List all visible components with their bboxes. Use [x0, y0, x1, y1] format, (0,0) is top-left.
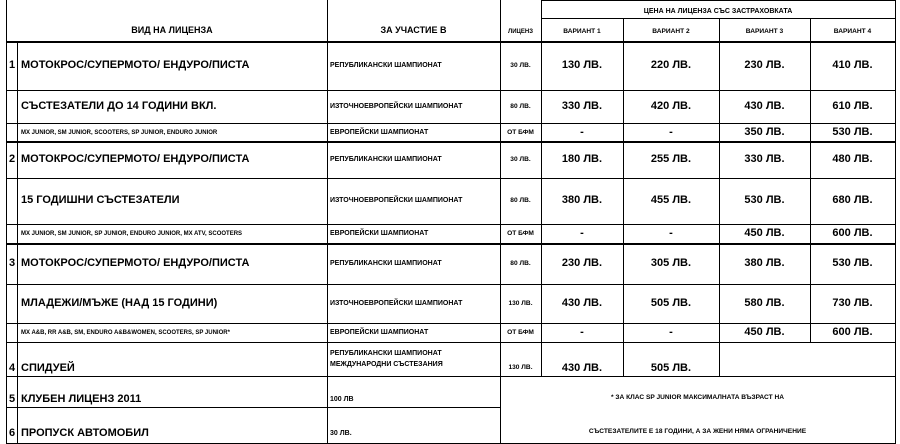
row-separator [6, 123, 895, 124]
row-variant-4-price: 600 ЛВ. [832, 227, 873, 239]
header-participation: ЗА УЧАСТИЕ В [380, 25, 447, 35]
header-license: ЛИЦЕНЗ [508, 29, 533, 35]
row-variant-2-price: 420 ЛВ. [650, 100, 692, 112]
group-separator [6, 141, 895, 143]
header-variant-4: ВАРИАНТ 4 [833, 28, 872, 35]
row-license-name: МОТОКРОС/СУПЕРМОТО/ ЕНДУРО/ПИСТА [21, 153, 250, 165]
row-license-name: MX JUNIOR, SM JUNIOR, SP JUNIOR, ENDURO JUNIOR, MX ATV, SCOOTERS [21, 231, 243, 237]
row-variant-4-price: 530 ЛВ. [832, 257, 873, 269]
footnote-line-2: СЪСТЕЗАТЕЛИТЕ Е 18 ГОДИНИ, А ЗА ЖЕНИ НЯМА ОГРАНИЧЕНИЕ [588, 428, 807, 435]
row-variant-1-price: 380 ЛВ. [561, 194, 603, 206]
grid-line [327, 0, 328, 444]
row-number: 1 [8, 59, 16, 71]
grid-line [17, 42, 18, 444]
row-license-price: 30 ЛВ. [510, 62, 531, 69]
row-event: ЕВРОПЕЙСКИ ШАМПИОНАТ [330, 129, 429, 136]
row-variant-1-price: 130 ЛВ. [561, 59, 603, 71]
row-event: ИЗТОЧНОЕВРОПЕЙСКИ ШАМПИОНАТ [330, 103, 463, 110]
row-separator [6, 376, 541, 377]
speedway-event-2: МЕЖДУНАРОДНИ СЪСТЕЗАНИЯ [330, 361, 443, 368]
row-number: 2 [8, 153, 16, 165]
row-license-name: 15 ГОДИШНИ СЪСТЕЗАТЕЛИ [21, 194, 180, 206]
row-variant-4-price: 610 ЛВ. [832, 100, 873, 112]
grid-line [810, 18, 811, 342]
row-variant-1-price: 430 ЛВ. [561, 297, 603, 309]
row-separator [6, 224, 895, 225]
grid-line-left [6, 0, 7, 444]
row-license-price: 30 ЛВ. [510, 156, 531, 163]
row-variant-2-price: 305 ЛВ. [650, 257, 692, 269]
row-variant-4-price: 480 ЛВ. [832, 153, 873, 165]
car-pass-price: 30 ЛВ. [330, 430, 352, 437]
header-license-type: ВИД НА ЛИЦЕНЗА [131, 25, 213, 35]
grid-line [541, 0, 542, 376]
row-variant-1-price: - [580, 126, 584, 138]
row-event: РЕПУБЛИКАНСКИ ШАМПИОНАТ [330, 156, 442, 163]
speedway-variant-2-price: 505 ЛВ. [650, 362, 692, 374]
grid-line-right [895, 0, 896, 444]
row-variant-2-price: 455 ЛВ. [650, 194, 692, 206]
speedway-name: СПИДУЕЙ [21, 362, 75, 374]
row-license-name: МЛАДЕЖИ/МЪЖЕ (НАД 15 ГОДИНИ) [21, 297, 218, 309]
row-separator [6, 284, 895, 285]
speedway-variant-1-price: 430 ЛВ. [561, 362, 603, 374]
header-variant-2: ВАРИАНТ 2 [652, 28, 690, 35]
row-variant-3-price: 430 ЛВ. [744, 100, 785, 112]
row-number: 4 [8, 362, 16, 374]
row-variant-4-price: 530 ЛВ. [832, 126, 873, 138]
row-license-price: 80 ЛВ. [510, 260, 531, 267]
row-event: ИЗТОЧНОЕВРОПЕЙСКИ ШАМПИОНАТ [330, 300, 463, 307]
row-variant-1-price: - [580, 227, 584, 239]
row-variant-2-price: - [669, 126, 673, 138]
row-number: 6 [8, 427, 16, 439]
speedway-event-1: РЕПУБЛИКАНСКИ ШАМПИОНАТ [330, 350, 442, 357]
row-license-name: СЪСТЕЗАТЕЛИ ДО 14 ГОДИНИ ВКЛ. [21, 100, 217, 112]
row-variant-2-price: 505 ЛВ. [650, 297, 692, 309]
speedway-license-price: 130 ЛВ. [508, 364, 533, 371]
row-variant-3-price: 380 ЛВ. [744, 257, 785, 269]
group-separator [6, 41, 895, 43]
row-variant-3-price: 450 ЛВ. [744, 326, 785, 338]
row-variant-1-price: 330 ЛВ. [561, 100, 603, 112]
row-event: РЕПУБЛИКАНСКИ ШАМПИОНАТ [330, 62, 442, 69]
row-license-name: MX JUNIOR, SM JUNIOR, SCOOTERS, SP JUNIOR, ENDURO JUNIOR [21, 130, 218, 136]
grid-line [500, 0, 501, 444]
row-variant-4-price: 680 ЛВ. [832, 194, 873, 206]
header-variant-3: ВАРИАНТ 3 [745, 28, 784, 35]
row-variant-3-price: 580 ЛВ. [744, 297, 785, 309]
row-variant-1-price: - [580, 326, 584, 338]
row-variant-1-price: 180 ЛВ. [561, 153, 603, 165]
row-event: ИЗТОЧНОЕВРОПЕЙСКИ ШАМПИОНАТ [330, 197, 463, 204]
grid-line [623, 18, 624, 376]
row-separator [6, 90, 895, 91]
row-license-price: ОТ БФМ [507, 230, 534, 237]
row-license-price: 130 ЛВ. [508, 300, 533, 307]
row-license-name: МОТОКРОС/СУПЕРМОТО/ ЕНДУРО/ПИСТА [21, 59, 250, 71]
row-number: 3 [8, 257, 16, 269]
row-event: РЕПУБЛИКАНСКИ ШАМПИОНАТ [330, 260, 442, 267]
row-separator [541, 376, 895, 377]
row-variant-3-price: 450 ЛВ. [744, 227, 785, 239]
row-license-name: MX A&B, RR A&B, SM, ENDURO A&B&WOMEN, SCOOTERS, SP JUNIOR* [21, 330, 230, 336]
row-separator [6, 407, 500, 408]
row-license-price: 80 ЛВ. [510, 103, 531, 110]
row-variant-3-price: 230 ЛВ. [744, 59, 785, 71]
header-variant-1: ВАРИАНТ 1 [563, 28, 601, 35]
row-variant-4-price: 730 ЛВ. [832, 297, 873, 309]
row-license-price: 80 ЛВ. [510, 197, 531, 204]
row-variant-4-price: 600 ЛВ. [832, 326, 873, 338]
row-event: ЕВРОПЕЙСКИ ШАМПИОНАТ [330, 230, 429, 237]
grid-line-top [541, 0, 895, 1]
row-variant-3-price: 330 ЛВ. [744, 153, 785, 165]
row-variant-2-price: 255 ЛВ. [650, 153, 692, 165]
row-variant-3-price: 350 ЛВ. [744, 126, 785, 138]
row-license-price: ОТ БФМ [507, 129, 534, 136]
row-separator [6, 178, 895, 179]
footnote-line-1: * ЗА КЛАС SP JUNIOR МАКСИМАЛНАТА ВЪЗРАСТ НА [611, 394, 784, 401]
row-variant-1-price: 230 ЛВ. [561, 257, 603, 269]
grid-line [719, 18, 720, 376]
row-variant-2-price: - [669, 326, 673, 338]
row-variant-3-price: 530 ЛВ. [744, 194, 785, 206]
row-separator [6, 342, 895, 343]
group-separator [6, 243, 895, 245]
row-variant-2-price: - [669, 227, 673, 239]
row-variant-2-price: 220 ЛВ. [650, 59, 692, 71]
row-separator [6, 323, 895, 324]
club-license-price: 100 ЛВ [330, 396, 354, 403]
row-variant-4-price: 410 ЛВ. [832, 59, 873, 71]
row-number: 5 [8, 393, 16, 405]
header-price-group: ЦЕНА НА ЛИЦЕНЗА СЪС ЗАСТРАХОВКАТА [643, 8, 793, 15]
car-pass-name: ПРОПУСК АВТОМОБИЛ [21, 427, 149, 439]
row-event: ЕВРОПЕЙСКИ ШАМПИОНАТ [330, 329, 429, 336]
club-license-name: КЛУБЕН ЛИЦЕНЗ 2011 [21, 393, 142, 405]
row-license-price: ОТ БФМ [507, 329, 534, 336]
grid-line [541, 18, 895, 19]
row-license-name: МОТОКРОС/СУПЕРМОТО/ ЕНДУРО/ПИСТА [21, 257, 250, 269]
